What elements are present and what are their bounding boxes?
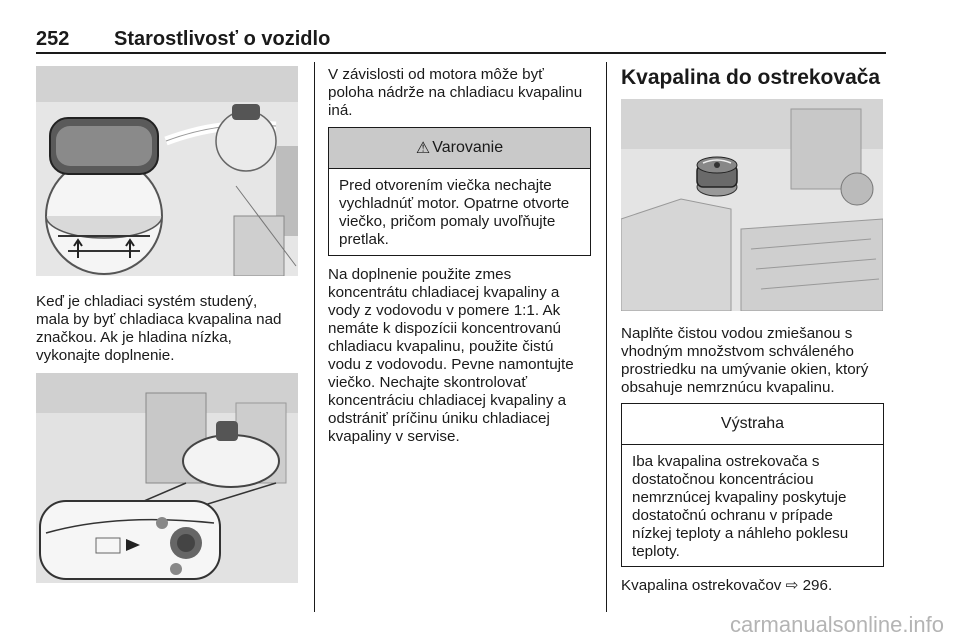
warning-box bbox=[328, 127, 591, 256]
refill-instructions-paragraph: Na doplnenie použite zmes koncentrátu chladiacej kvapaliny a vody z vodovodu v pomere 1:1. Ak nemáte k dispozícii koncentrovanú chladiacu kvapalinu, použite čistú vodu z vodovodu. Pevne namontujte viečko. Nechajte skontrolovať koncentráciu chladiacej kvapaliny a odstrániť príčinu úniku chladiacej kvapaliny v servise. bbox=[328, 266, 574, 445]
engine-bay-reservoir-illustration bbox=[36, 373, 298, 583]
caution-box bbox=[621, 403, 884, 567]
caution-header bbox=[622, 404, 883, 445]
caution-body: Iba kvapalina ostrekovača s dostatočnou koncentráciou nemrznúcej kvapaliny poskytuje dostatočnú ochranu v prípade nízkej teploty a náhleho poklesu teploty. bbox=[632, 453, 849, 560]
cross-reference[interactable] bbox=[621, 577, 832, 595]
reference-arrow-icon: ⇨ bbox=[785, 577, 799, 594]
header-rule bbox=[36, 52, 886, 54]
section-heading: Kvapalina do ostrekovača bbox=[621, 66, 881, 89]
watermark: carmanualsonline.info bbox=[729, 612, 944, 637]
cross-reference-label: Kvapalina ostrekovačov bbox=[621, 577, 782, 594]
engine-variant-note: V závislosti od motora môže byť poloha nádrže na chladiacu kvapalinu iná. bbox=[328, 66, 583, 119]
warning-header bbox=[329, 128, 590, 169]
coolant-level-paragraph: Keď je chladiaci systém studený, mala by byť chladiaca kvapalina nad značkou. Ak je hladina nízka, vykonajte doplnenie. bbox=[36, 293, 282, 364]
coolant-reservoir-illustration bbox=[36, 66, 298, 276]
washer-fluid-reservoir-illustration bbox=[621, 99, 883, 311]
warning-triangle-icon: ⚠ bbox=[415, 140, 431, 157]
column-divider-2 bbox=[606, 62, 607, 612]
page-title: Starostlivosť o vozidlo bbox=[114, 28, 331, 50]
page-number: 252 bbox=[36, 28, 70, 50]
caution-title: Výstraha bbox=[720, 415, 785, 432]
washer-fluid-paragraph: Naplňte čistou vodou zmiešanou s vhodným množstvom schváleného prostriedku na umývanie okien, ktorý obsahuje nemrznúcu kvapalinu. bbox=[621, 325, 869, 396]
column-divider-1 bbox=[314, 62, 315, 612]
warning-title: Varovanie bbox=[432, 139, 504, 156]
cross-reference-page[interactable]: 296. bbox=[802, 577, 833, 594]
warning-body: Pred otvorením viečka nechajte vychladnúť motor. Opatrne otvorte viečko, pričom pomaly uvoľňujte pretlak. bbox=[339, 177, 570, 248]
